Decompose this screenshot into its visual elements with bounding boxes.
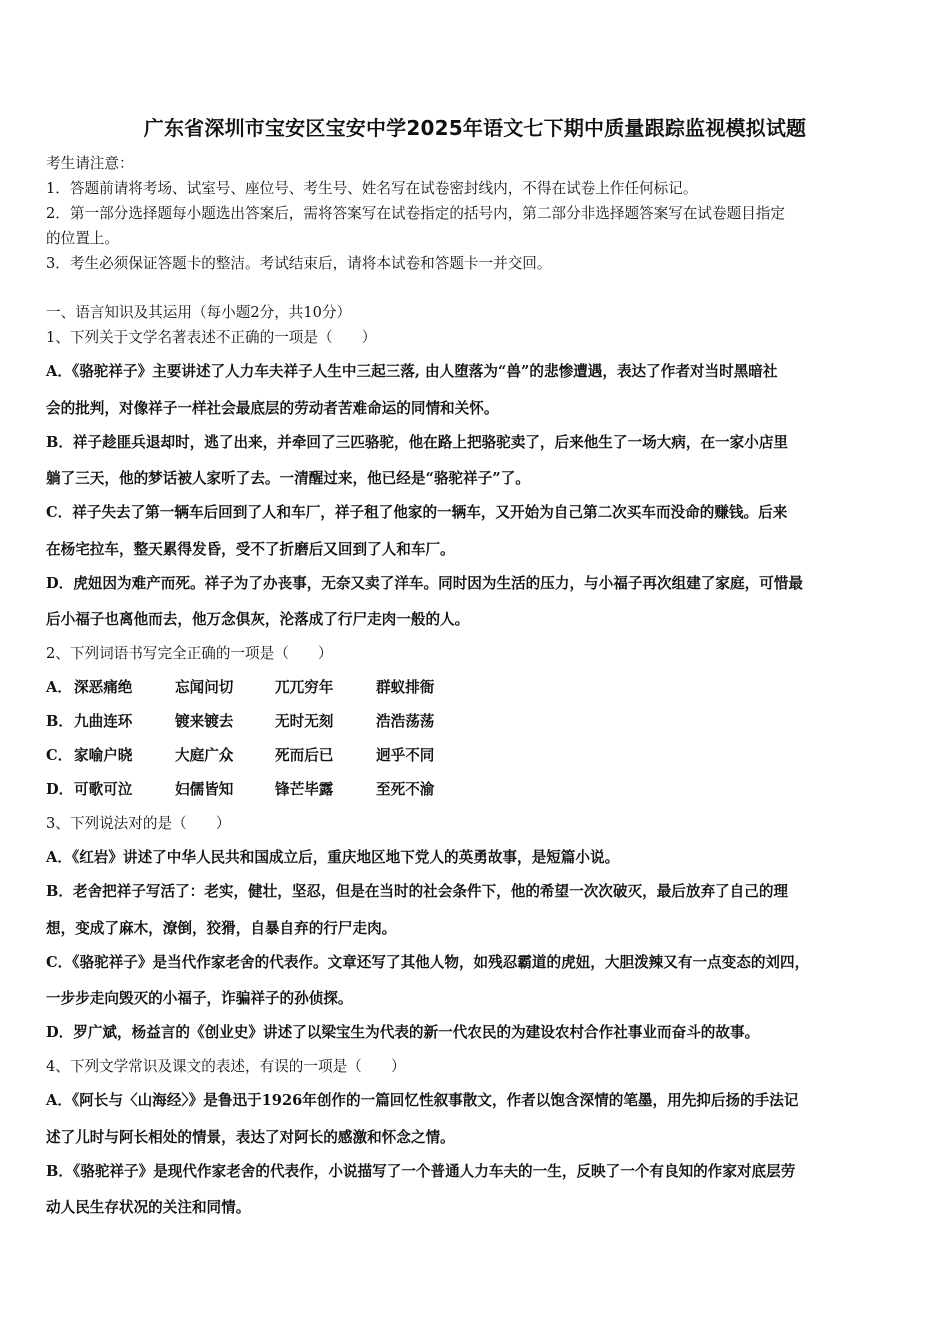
q3-option-b-cont: 想，变成了麻木，潦倒，狡猾，自暴自弃的行尸走肉。	[46, 920, 397, 937]
q4-option-a-cont: 述了儿时与阿长相处的情景，表达了对阿长的感激和怀念之情。	[46, 1129, 455, 1146]
q2-word: 群蚁排衙	[376, 679, 435, 696]
q1-option-d: D．虎妞因为难产而死。祥子为了办丧事，无奈又卖了洋车。同时因为生活的压力，与小福子再次组建了家庭，可惜最	[46, 575, 803, 592]
q2-word: 浩浩荡荡	[376, 713, 435, 730]
q1-option-a-cont: 会的批判，对像祥子一样社会最底层的劳动者苦难命运的同情和关怀。	[46, 400, 499, 417]
q2-option-label: D．	[46, 781, 74, 798]
question-2-stem: 2、下列词语书写完全正确的一项是（ ）	[46, 645, 333, 662]
q1-option-a: A．《骆驼祥子》主要讲述了人力车夫祥子人生中三起三落, 由人堕落为“兽”的悲惨遭遇，表达了作者对当时黑暗社	[46, 363, 778, 380]
page-title: 广东省深圳市宝安区宝安中学2025年语文七下期中质量跟踪监视模拟试题	[143, 116, 807, 140]
q2-word: 九曲连环	[74, 713, 133, 730]
q2-word: 深恶痛绝	[74, 679, 133, 696]
notice-item: 的位置上。	[46, 230, 119, 247]
q3-option-d: D．罗广斌，杨益言的《创业史》讲述了以梁宝生为代表的新一代农民的为建设农村合作社事业而奋斗的故事。	[46, 1024, 760, 1041]
q2-word: 无时无刻	[275, 713, 334, 730]
q4-option-b: B．《骆驼祥子》是现代作家老舍的代表作，小说描写了一个普通人力车夫的一生，反映了一个有良知的作家对底层劳	[46, 1163, 796, 1180]
q1-option-d-cont: 后小福子也离他而去，他万念俱灰，沦落成了行尸走肉一般的人。	[46, 611, 470, 628]
q1-option-c: C．祥子失去了第一辆车后回到了人和车厂，祥子租了他家的一辆车，又开始为自己第二次买车而没命的赚钱。后来	[46, 504, 788, 521]
question-4-stem: 4、下列文学常识及课文的表述，有误的一项是（ ）	[46, 1058, 406, 1075]
q1-option-b-cont: 躺了三天，他的梦话被人家听了去。一清醒过来，他已经是“骆驼祥子”了。	[46, 470, 530, 487]
q1-option-c-cont: 在杨宅拉车，整天累得发昏，受不了折磨后又回到了人和车厂。	[46, 541, 455, 558]
q2-word: 兀兀穷年	[275, 679, 334, 696]
q2-word: 镀来镀去	[175, 713, 234, 730]
q2-word: 迥乎不同	[376, 747, 435, 764]
q2-word: 死而后已	[275, 747, 334, 764]
section-heading: 一、语言知识及其运用（每小题2分，共10分）	[46, 304, 352, 321]
notice-item: 2．第一部分选择题每小题选出答案后，需将答案写在试卷指定的括号内，第二部分非选择题答案写在试卷题目指定	[46, 205, 785, 222]
q3-option-c-cont: 一步步走向毁灭的小福子，诈骗祥子的孙侦探。	[46, 990, 353, 1007]
q2-word: 家喻户晓	[74, 747, 133, 764]
q2-word: 锋芒毕露	[275, 781, 334, 798]
q2-option-label: B．	[46, 713, 73, 730]
q3-option-a: A．《红岩》讲述了中华人民共和国成立后，重庆地区地下党人的英勇故事，是短篇小说。	[46, 849, 620, 866]
q4-option-a: A．《阿长与〈山海经〉》是鲁迅于1926年创作的一篇回忆性叙事散文，作者以饱含深情的笔墨，用先抑后扬的手法记	[46, 1092, 799, 1109]
question-1-stem: 1、下列关于文学名著表述不正确的一项是（ ）	[46, 329, 377, 346]
q2-word: 妇儒皆知	[175, 781, 234, 798]
question-3-stem: 3、下列说法对的是（ ）	[46, 815, 231, 832]
q2-word: 可歌可泣	[74, 781, 133, 798]
q1-option-b: B．祥子趁匪兵退却时，逃了出来，并牵回了三匹骆驼，他在路上把骆驼卖了，后来他生了一场大病，在一家小店里	[46, 434, 789, 451]
notice-item: 1．答题前请将考场、试室号、座位号、考生号、姓名写在试卷密封线内，不得在试卷上作任何标记。	[46, 180, 698, 197]
q3-option-b: B．老舍把祥子写活了：老实，健壮，坚忍，但是在当时的社会条件下，他的希望一次次破灭，最后放弃了自己的理	[46, 883, 789, 900]
notice-item: 3．考生必须保证答题卡的整洁。考试结束后，请将本试卷和答题卡一并交回。	[46, 255, 552, 272]
q2-option-label: C．	[46, 747, 73, 764]
notice-heading: 考生请注意：	[46, 155, 134, 172]
q2-word: 大庭广众	[175, 747, 234, 764]
q3-option-c: C．《骆驼祥子》是当代作家老舍的代表作。文章还写了其他人物，如残忍霸道的虎妞，大胆泼辣又有一点变态的刘四，	[46, 954, 810, 971]
q2-word: 忘闻问切	[175, 679, 234, 696]
q2-word: 至死不渝	[376, 781, 435, 798]
q4-option-b-cont: 动人民生存状况的关注和同情。	[46, 1199, 251, 1216]
q2-option-label: A．	[46, 679, 72, 696]
